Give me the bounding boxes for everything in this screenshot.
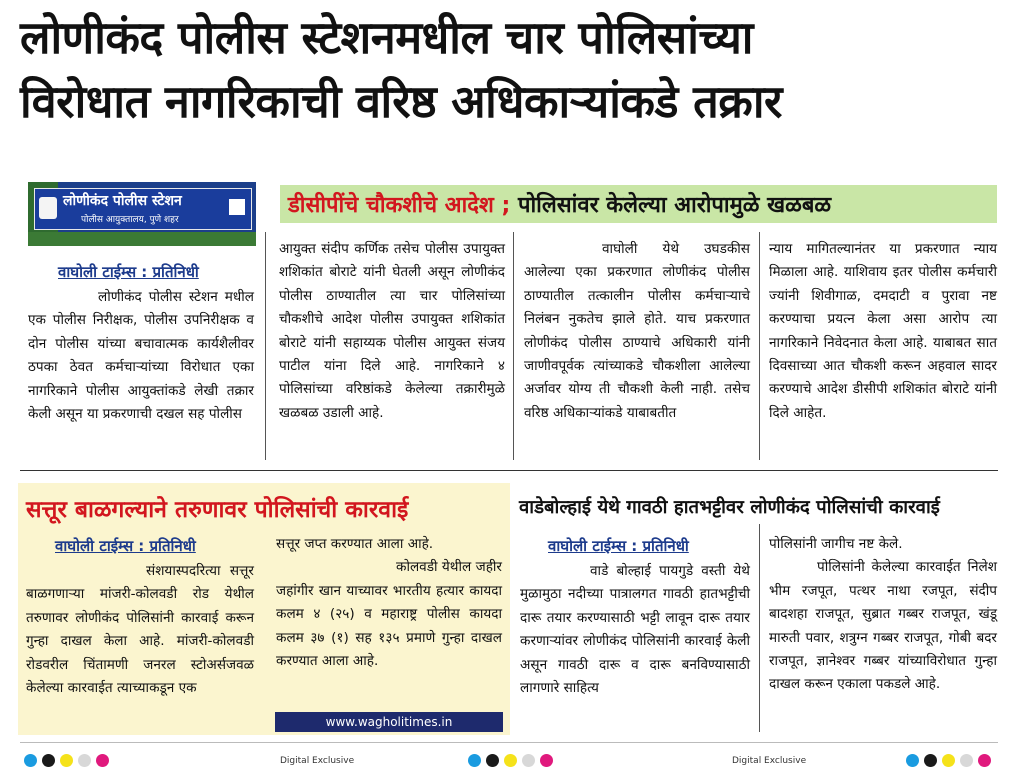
story-2-column-1: [26, 560, 254, 700]
color-dot: [42, 754, 55, 767]
story-3-column-2: [769, 533, 997, 697]
story-2-byline: वाघोली टाईम्स : प्रतिनिधी: [55, 537, 196, 555]
website-banner: www.wagholitimes.in: [275, 712, 503, 732]
print-dots-right: [906, 752, 996, 766]
color-dot: [60, 754, 73, 767]
column-divider: [759, 524, 760, 732]
story2-col1-text: संशयास्पदरित्या सत्तूर बाळगणाऱ्या मांजरी-कोलवडी रोड येथील तरुणावर लोणीकंद पोलिसांनी कारवाई करून गुन्हा दाखल केला आहे. मांजरी-कोलवडी रोडवरील चिंतामणी जनरल स्टोअर्सजवळ केलेल्या कारवाईत त्याच्याकडून एक: [26, 563, 254, 697]
story-3-byline: वाघोली टाईम्स : प्रतिनिधी: [548, 537, 689, 555]
main-column-4: [769, 238, 997, 425]
subheadline-band: [280, 185, 997, 223]
subhead-black: पोलिसांवर केलेल्या आरोपामुळे खळबळ: [510, 193, 832, 218]
color-dot: [24, 754, 37, 767]
main-col4-text: न्याय मागितल्यानंतर या प्रकरणात न्याय मिळाला आहे. याशिवाय इतर पोलीस कर्मचारी ज्यांनी शिवीगाळ, दमदाटी व पुरावा नष्ट करण्याचा प्रयत्न केला असा आरोप त्या नागरिकाने निवेदनात केला आहे. याबाबत सात दिवसाच्या आत चौकशी करून अहवाल सादर करण्याचे आदेश डीसीपी शशिकांत बोराटे यांनी दिले आहेत.: [769, 241, 997, 421]
police-emblem-icon: [39, 197, 57, 219]
footer-label-left: Digital Exclusive: [280, 756, 355, 766]
print-dots-center: [468, 752, 558, 766]
story-3-column-1: [520, 560, 750, 700]
story2-col2a-text: सत्तूर जप्त करण्यात आला आहे.: [276, 536, 434, 552]
headline-line-2: विरोधात नागरिकाची वरिष्ठ अधिकाऱ्यांकडे तक्रार: [20, 75, 782, 128]
police-station-photo: [28, 182, 256, 246]
story-3-headline: वाडेबोल्हाई येथे गावठी हातभट्टीवर लोणीकंद पोलिसांची कारवाई: [519, 497, 940, 518]
story3-col2a-text: पोलिसांनी जागीच नष्ट केले.: [769, 536, 903, 552]
story3-col2b-text: पोलिसांनी केलेल्या कारवाईत निलेश भीम रजपूत, पत्थर नाथा रजपूत, संदीप बादशहा राजपूत, सुब्रात गब्बर राजपूत, खंडू मारुती पवार, शत्रुग्न गब्बर राजपूत, गोबी बदर राजपूत, ज्ञानेश्वर गब्बर यांच्याविरोधात गुन्हा दाखल करून एकाला पकडले आहे.: [769, 559, 997, 693]
footer-divider: [20, 742, 998, 743]
color-dot: [78, 754, 91, 767]
color-dot: [468, 754, 481, 767]
logo-icon: [229, 199, 245, 215]
print-dots-left: [24, 752, 114, 766]
story3-col1-text: वाडे बोल्हाई पायगुडे वस्ती येथे मुळामुठा नदीच्या पात्रालगत गावठी हातभट्टीची दारू तयार करण्यासाठी भट्टी लावून दारू तयार करणाऱ्यांवर लोणीकंद पोलिसांनी कारवाई केली असून गावठी दारू व दारू बनविण्यासाठी लागणारे साहित्य: [520, 563, 750, 697]
main-column-2: [279, 238, 505, 425]
headline-line-1: लोणीकंद पोलीस स्टेशनमधील चार पोलिसांच्या: [20, 11, 753, 64]
story2-col2b-text: कोलवडी येथील जहीर जहांगीर खान याच्यावर भारतीय हत्यार कायदा कलम ४ (२५) व महाराष्ट्र पोलीस कायदा कलम ३७ (१) सह १३५ प्रमाणे गुन्हा दाखल करण्यात आला आहे.: [276, 559, 502, 670]
color-dot: [504, 754, 517, 767]
color-dot: [522, 754, 535, 767]
signboard-subtitle: पोलीस आयुक्तालय, पुणे शहर: [81, 215, 179, 225]
station-signboard: [34, 188, 252, 230]
signboard-title: लोणीकंद पोलीस स्टेशन: [63, 193, 182, 209]
color-dot: [540, 754, 553, 767]
column-divider: [759, 232, 760, 460]
footer-label-right: Digital Exclusive: [732, 756, 807, 766]
main-column-1: [28, 286, 254, 426]
main-column-3: [524, 238, 750, 425]
color-dot: [924, 754, 937, 767]
story-2-column-2: [276, 533, 502, 673]
color-dot: [486, 754, 499, 767]
color-dot: [96, 754, 109, 767]
color-dot: [942, 754, 955, 767]
main-col1-text: लोणीकंद पोलीस स्टेशन मधील एक पोलीस निरीक्षक, पोलीस उपनिरीक्षक व दोन पोलीस यांच्या बचावात्मक कार्यशैलीवर ठपका ठेवत कर्मचाऱ्यांच्या विरोधात एका नागरिकाने पोलीस आयुक्तांकडे लेखी तक्रार केली असून या प्रकरणाची दखल सह पोलीस: [28, 289, 254, 423]
main-col2-text: आयुक्त संदीप कर्णिक तसेच पोलीस उपायुक्त शशिकांत बोराटे यांनी घेतली असून लोणीकंद पोलीस ठाण्यातील त्या चार पोलिसांच्या चौकशीचे आदेश पोलीस उपायुक्त शशिकांत बोराटे यांनी सहाय्यक पोलीस आयुक्त संजय पाटील यांना दिले आहे. नागरिकाने ४ पोलिसांच्या वरिष्ठांकडे केलेल्या तक्रारीमुळे खळबळ उडाली आहे.: [279, 241, 505, 421]
story-2-headline: सत्तूर बाळगल्याने तरुणावर पोलिसांची कारवाई: [26, 497, 409, 523]
main-byline: वाघोली टाईम्स : प्रतिनिधी: [58, 263, 199, 281]
main-col3-text: वाघोली येथे उघडकीस आलेल्या एका प्रकरणात लोणीकंद पोलीस ठाण्यातील तत्कालीन पोलीस कर्मचाऱ्याचे निलंबन नुकतेच झाले होते. याच प्रकरणात लोणीकंद पोलीस ठाण्याचे अधिकारी यांनी जाणीवपूर्वक त्यांच्याकडे चौकशीला आलेल्या अर्जावर योग्य ती चौकशी केली नाही. तसेच वरिष्ठ अधिकाऱ्यांकडे याबाबतीत: [524, 241, 750, 421]
color-dot: [960, 754, 973, 767]
color-dot: [978, 754, 991, 767]
color-dot: [906, 754, 919, 767]
section-divider: [20, 470, 998, 471]
column-divider: [265, 232, 266, 460]
column-divider: [513, 232, 514, 460]
subhead-red: डीसीपींचे चौकशीचे आदेश ;: [288, 193, 511, 218]
